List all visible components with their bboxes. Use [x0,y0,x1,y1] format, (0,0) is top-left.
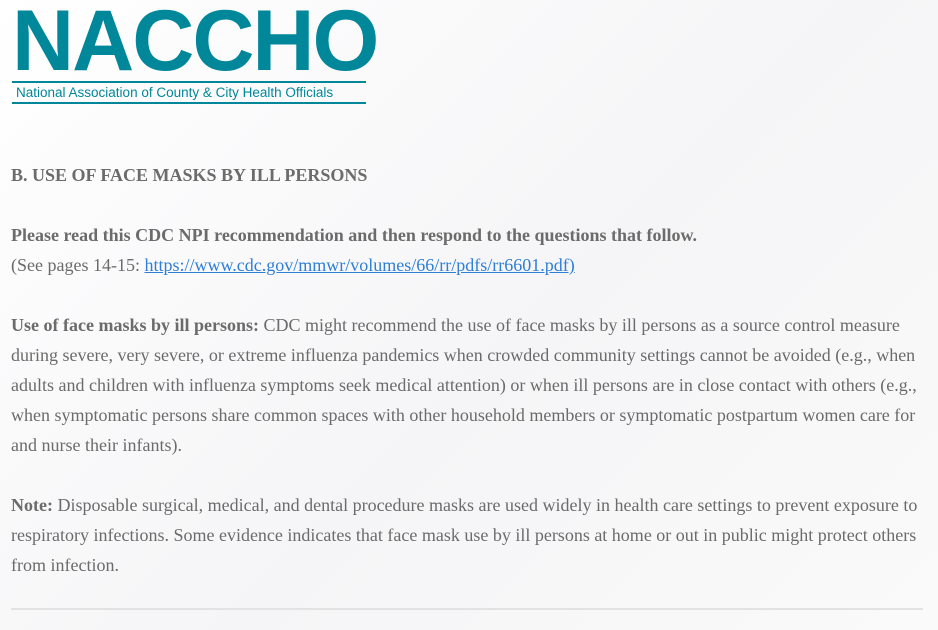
section-divider [11,608,923,610]
note-paragraph [11,490,926,580]
survey-content [11,160,926,580]
recommendation-label: Use of face masks by ill persons: [11,315,259,335]
logo-wordmark: NACCHO [12,0,378,89]
note-body: Disposable surgical, medical, and dental procedure masks are used widely in health care settings to prevent exposure to respiratory infections. Some evidence indicates that face mask use by ill persons at home or out in public might protect others from infection. [11,495,918,575]
logo-tagline: National Association of County & City Health Officials [12,81,366,104]
pages-reference [11,250,926,280]
recommendation-paragraph [11,310,926,460]
pages-prefix: (See pages 14-15: [11,255,145,275]
cdc-link[interactable]: https://www.cdc.gov/mmwr/volumes/66/rr/pdfs/rr6601.pdf) [144,255,575,275]
note-label: Note: [11,495,53,515]
section-heading: B. USE OF FACE MASKS BY ILL PERSONS [11,165,368,185]
recommendation-body: CDC might recommend the use of face masks by ill persons as a source control measure during severe, very severe, or extreme influenza pandemics when crowded community settings cannot be avoided (e.g., when adults and children with influenza symptoms seek medical attention) or when ill persons are in close contact with others (e.g., when symptomatic persons share common spaces with other household members or symptomatic postpartum women care for and nurse their infants). [11,315,917,455]
naccho-logo [12,0,378,104]
instruction-block [11,220,926,280]
instruction-text: Please read this CDC NPI recommendation and then respond to the questions that follow. [11,225,698,245]
